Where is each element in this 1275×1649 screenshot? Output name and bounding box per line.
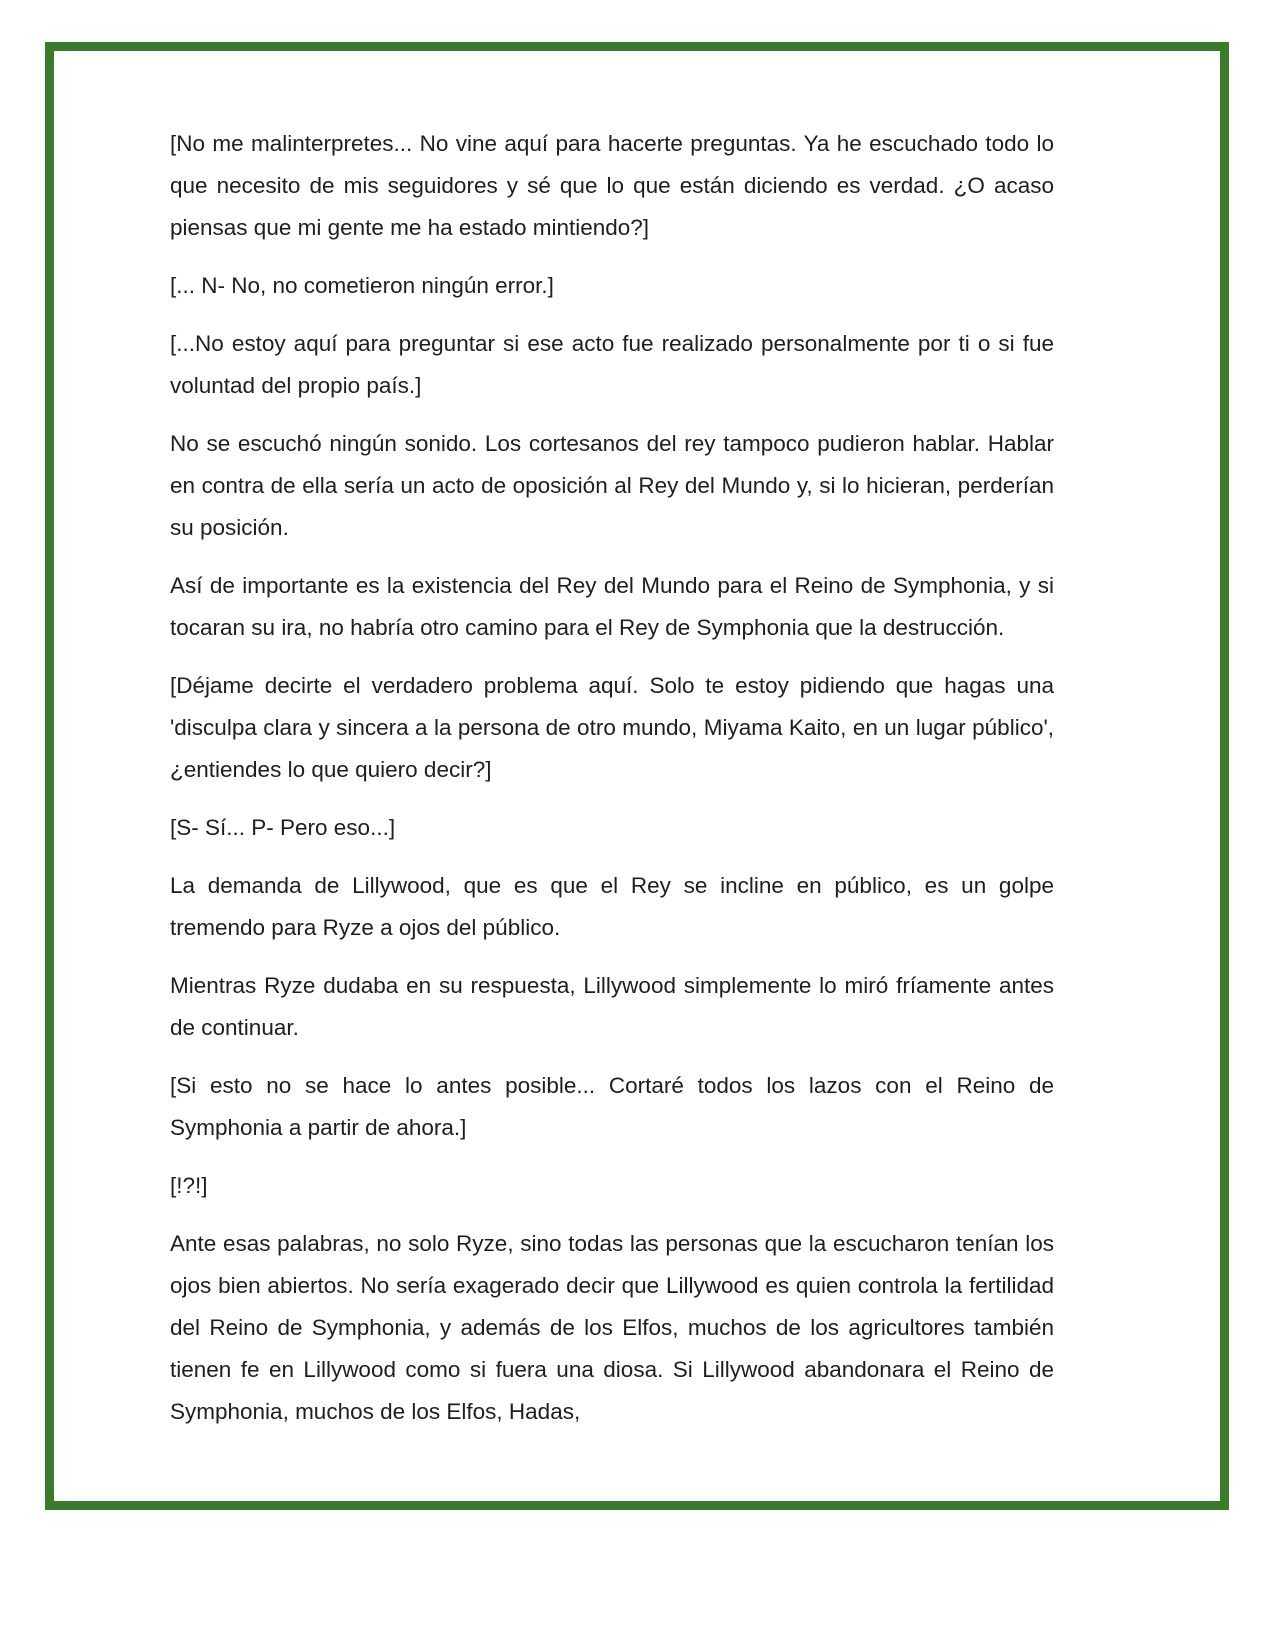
paragraph: La demanda de Lillywood, que es que el Rey se incline en público, es un golpe tremendo para Ryze a ojos del público. xyxy=(170,873,1054,940)
paragraph: [... N- No, no cometieron ningún error.] xyxy=(170,273,554,298)
paragraph: Ante esas palabras, no solo Ryze, sino todas las personas que la escucharon tenían los ojos bien abiertos. No sería exagerado decir que Lillywood es quien controla la fertilidad del Reino de Symphonia, y además de los Elfos, muchos de los agricultores también tienen fe en Lillywood como si fuera una diosa. Si Lillywood abandonara el Reino de Symphonia, muchos de los Elfos, Hadas, xyxy=(170,1231,1054,1424)
paragraph: [Si esto no se hace lo antes posible... Cortaré todos los lazos con el Reino de Symphonia a partir de ahora.] xyxy=(170,1073,1054,1140)
paragraph: [No me malinterpretes... No vine aquí para hacerte preguntas. Ya he escuchado todo lo que necesito de mis seguidores y sé que lo que están diciendo es verdad. ¿O acaso piensas que mi gente me ha estado mintiendo?] xyxy=(170,131,1054,240)
document-content xyxy=(54,51,1220,1501)
paragraph: Así de importante es la existencia del Rey del Mundo para el Reino de Symphonia, y si tocaran su ira, no habría otro camino para el Rey de Symphonia que la destrucción. xyxy=(170,573,1054,640)
paragraph: [S- Sí... P- Pero eso...] xyxy=(170,815,396,840)
paragraph: [!?!] xyxy=(170,1173,208,1198)
paragraph: [Déjame decirte el verdadero problema aquí. Solo te estoy pidiendo que hagas una 'disculpa clara y sincera a la persona de otro mundo, Miyama Kaito, en un lugar público', ¿entiendes lo que quiero decir?] xyxy=(170,673,1054,782)
paragraph: No se escuchó ningún sonido. Los cortesanos del rey tampoco pudieron hablar. Hablar en contra de ella sería un acto de oposición al Rey del Mundo y, si lo hicieran, perderían su posición. xyxy=(170,431,1054,540)
paragraph: Mientras Ryze dudaba en su respuesta, Lillywood simplemente lo miró fríamente antes de continuar. xyxy=(170,973,1054,1040)
paragraph: [...No estoy aquí para preguntar si ese acto fue realizado personalmente por ti o si fue voluntad del propio país.] xyxy=(170,331,1054,398)
page-border-frame xyxy=(45,42,1229,1510)
